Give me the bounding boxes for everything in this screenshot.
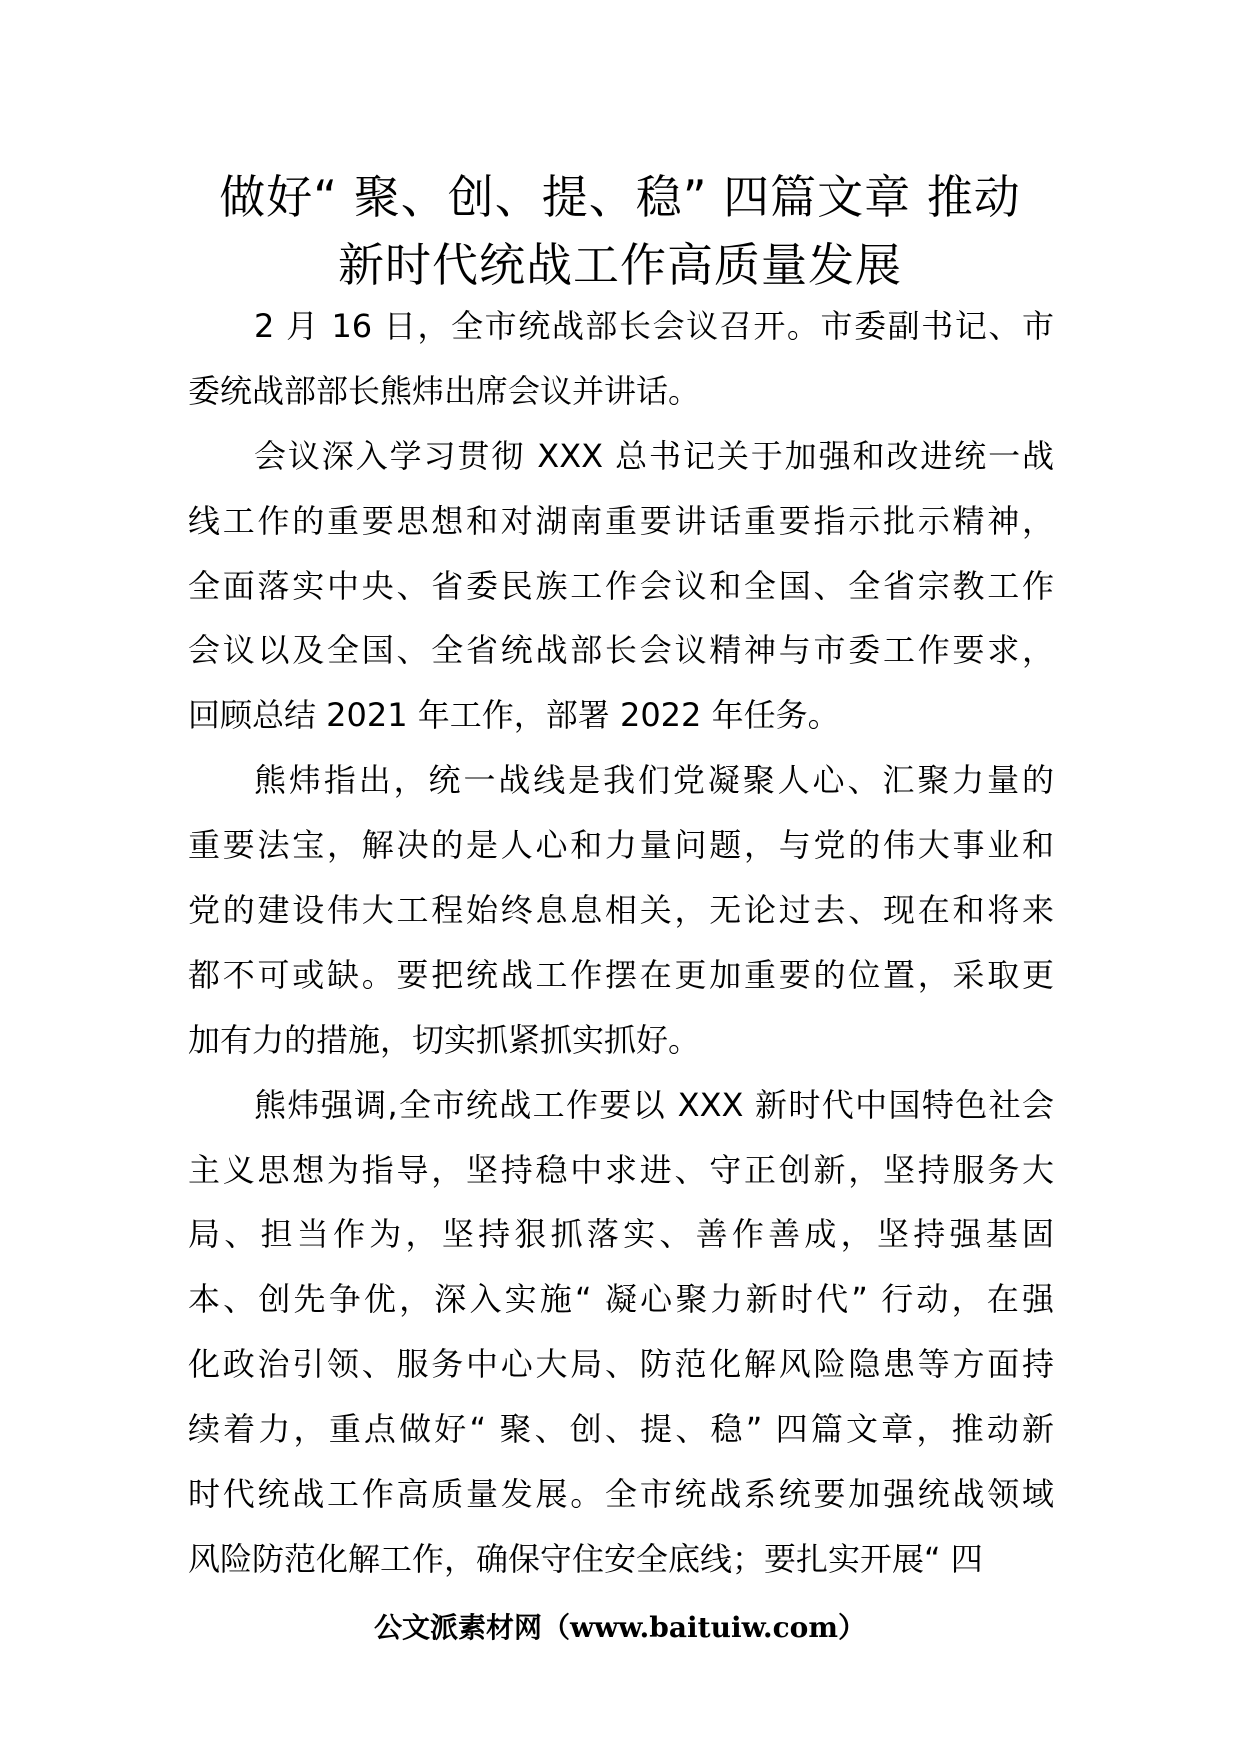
paragraph xyxy=(188,424,1054,748)
paragraph-line: 2 月 16 日，全市统战部长会议召开。市委副书记、市 xyxy=(254,307,1054,345)
paragraph-line: 党的建设伟大工程始终息息相关，无论过去、现在和将来 xyxy=(188,891,1054,930)
paragraph-line: 会议以及全国、全省统战部长会议精神与市委工作要求， xyxy=(188,631,1054,670)
paragraph-line: 主义思想为指导，坚持稳中求进、守正创新，坚持服务大 xyxy=(188,1150,1054,1189)
footer-site-name: 公文派素材网 xyxy=(374,1611,543,1644)
paragraph-line: 会议深入学习贯彻 XXX 总书记关于加强和改进统一战 xyxy=(254,436,1054,475)
paragraph-line: 全面落实中央、省委民族工作会议和全国、全省宗教工作 xyxy=(188,566,1054,605)
paragraph-line: 时代统战工作高质量发展。全市统战系统要加强统战领域 xyxy=(188,1475,1054,1514)
paragraph-line: 都不可或缺。要把统战工作摆在更加重要的位置，采取更 xyxy=(188,955,1054,994)
paragraph-line: 风险防范化解工作，确保守住安全底线；要扎实开展“ 四 xyxy=(188,1539,983,1578)
paragraph xyxy=(188,1073,1054,1592)
paragraph-line: 委统战部部长熊炜出席会议并讲话。 xyxy=(188,371,701,410)
paragraph-line: 线工作的重要思想和对湖南重要讲话重要指示批示精神， xyxy=(188,501,1054,540)
document-title-line-2: 新时代统战工作高质量发展 xyxy=(338,238,902,292)
paragraph-line: 熊炜指出，统一战线是我们党凝聚人心、汇聚力量的 xyxy=(254,761,1054,800)
paragraph-line: 熊炜强调,全市统战工作要以 XXX 新时代中国特色社会 xyxy=(254,1085,1054,1124)
paragraph-line: 本、创先争优，深入实施“ 凝心聚力新时代” 行动，在强 xyxy=(188,1280,1054,1319)
document-body xyxy=(188,294,1054,1592)
paragraph-line: 续着力，重点做好“ 聚、创、提、稳” 四篇文章，推动新 xyxy=(188,1410,1054,1449)
paragraph-line: 化政治引领、服务中心大局、防范化解风险隐患等方面持 xyxy=(188,1345,1054,1384)
footer-site-url: （www.baituiw.com） xyxy=(542,1611,866,1644)
paragraph-line: 加有力的措施，切实抓紧抓实抓好。 xyxy=(188,1020,701,1059)
paragraph-line: 重要法宝，解决的是人心和力量问题，与党的伟大事业和 xyxy=(188,826,1054,865)
paragraph xyxy=(188,748,1054,1072)
paragraph-line: 回顾总结 2021 年工作，部署 2022 年任务。 xyxy=(188,696,840,735)
paragraph xyxy=(188,294,1054,424)
paragraph-line: 局、担当作为，坚持狠抓落实、善作善成，坚持强基固 xyxy=(188,1215,1054,1254)
document-title-line-1: 做好“ 聚、创、提、稳” 四篇文章 推动 xyxy=(219,170,1021,224)
footer-watermark xyxy=(0,1608,1240,1648)
